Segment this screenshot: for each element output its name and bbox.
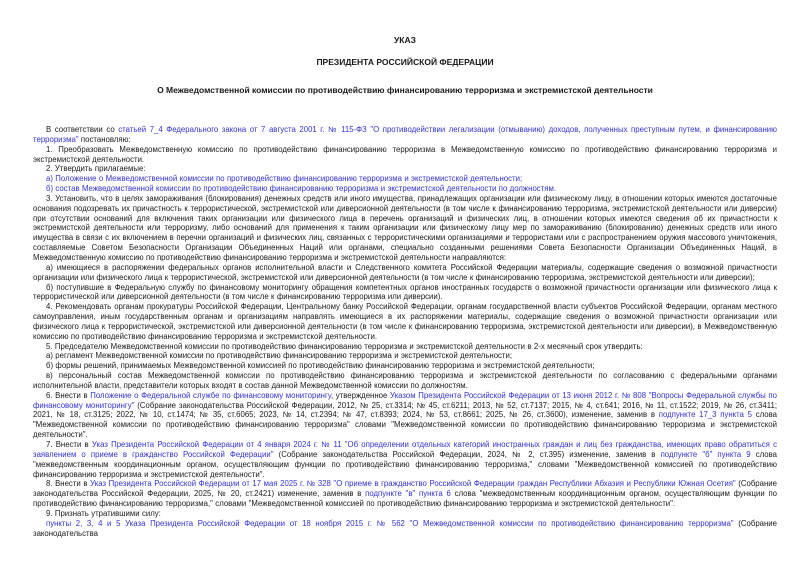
document-link[interactable]: подпункте "в" пункта 6 [365,489,451,499]
paragraph [33,509,777,519]
paragraph [33,302,777,341]
document-link[interactable]: статьей 7_4 Федерального закона от 7 августа 2001 г. № 115-ФЗ "О противодействии легализации (отмыванию) доходов, полученных преступным путем, и финансированию терроризма" [33,125,777,144]
text-run: 5. Председателю Межведомственной комиссии по противодействию финансированию терроризма и экстремистской деятельности в 2-х месячный срок утвердить: [46,341,643,351]
document-link[interactable]: Указом Президента Российской Федерации от 13 июня 2012 г. № 808 "Вопросы Федеральной службы по финансовому мониторингу" [33,390,777,410]
paragraph [33,184,777,194]
document-link[interactable]: подпункте 17_3 пункта 5 [658,410,753,420]
paragraph [33,361,777,371]
paragraph [33,164,777,174]
text-run: в) персональный состав Межведомственной комиссии по противодействию финансированию терроризма и экстремистской деятельности по согласованию с федеральными органами исполнительной власти, представители которых входят в состав данной Межведомственной комиссии по должностям. [33,371,777,390]
text-run: 3. Установить, что в целях замораживания (блокирования) денежных средств или иного имущества, принадлежащих организации или физическому лицу, в отношении которых имеются достаточные основания подозревать их причастность к террористической, экстремистской или диверсионной деятельности (в том числе к финансированию терроризма, экстремистской деятельности или диверсии) при отсутствии оснований для включения таких организации или физического лица в перечень организаций и физических лиц, в отношении которых имеются сведения об их причастности к экстремистской деятельности или терроризму, либо оснований для применения к таким организации или физическому лицу мер по замораживанию (блокированию) денежных средств или иного имущества в связи с их включением в перечни организаций и физических лиц, связанных с террористическими организациями и террористами или с распространением оружия массового уничтожения, составляемые Советом Безопасности Организации Объединенных Наций или органами, специально созданными решениями Совета Безопасности Организации Объединенных Наций, в Межведомственную комиссию по противодействию финансированию терроризма и экстремистской деятельности направляются: [33,193,777,262]
paragraph [33,391,777,440]
document-link[interactable]: б) состав Межведомственной комиссии по противодействию финансированию терроризма и экстремистской деятельности по должностям. [46,184,556,194]
text-run: 9. Признать утратившими силу: [46,508,161,518]
text-run: б) поступившие в Федеральную службу по финансовому мониторингу обращения компетентных органов иностранных государств о возможной причастности организации или физического лица к террористической или диверсионной деятельности (в том числе к финансированию терроризма или диверсии). [33,282,777,302]
document-link[interactable]: Указ Президента Российской Федерации от 4 января 2024 г. № 11 "Об определении отдельных категорий иностранных граждан и лиц без гражданства, имеющих право обратиться с заявлением о приеме в гражданство Российской Федерации" [33,440,777,459]
document-link[interactable]: Положение о Федеральной службе по финансовому мониторингу [90,390,331,400]
document-body [33,125,777,538]
text-run: 2. Утвердить прилагаемые: [46,164,146,174]
text-run: (Собрание законодательства [33,518,777,538]
text-run: 8. Внести в [46,479,91,489]
paragraph [33,479,777,509]
text-run: а) имеющиеся в распоряжении федеральных органов исполнительной власти и Следственного комитета Российской Федерации материалы, содержащие сведения о возможной причастности организации или физического лица к террористической, экстремистской или диверсионной деятельности (в том числе к финансированию терроризма, экстремистской деятельности или диверсии); [33,262,777,282]
document-link[interactable]: пункты 2, 3, 4 и 5 Указа Президента Российской Федерации от 18 ноября 2015 г. № 562 "О Межведомственной комиссии по противодействию финансированию терроризма" [46,518,734,528]
document-type-heading: УКАЗ [394,35,416,45]
text-run: постановляю: [78,134,131,144]
paragraph [33,263,777,283]
text-run: 1. Преобразовать Межведомственную комиссию по противодействию финансированию терроризма в Межведомственную комиссию по противодействию финансированию терроризма и экстремистской деятельности. [33,144,777,164]
paragraph [33,283,777,303]
document-link[interactable]: а) Положение о Межведомственной комиссии по противодействию финансированию терроризма и экстремистской деятельности; [46,174,523,184]
paragraph [33,519,777,539]
document-link[interactable]: Указ Президента Российской Федерации от 17 мая 2025 г. № 328 "О приеме в гражданство Российской Федерации граждан Республики Абхазия и Республики Южная Осетия" [90,479,736,489]
paragraph [33,371,777,391]
text-run: 7. Внести в [46,440,92,449]
paragraph [33,194,777,263]
text-run: (Собрание законодательства Российской Федерации, 2024, № 2, ст.395) изменение, заменив в [273,449,661,459]
document-header [33,36,777,95]
document-title: О Межведомственной комиссии по противодействию финансированию терроризма и экстремистской деятельности [157,85,653,95]
text-run: В соответствии со [46,125,119,134]
paragraph [33,125,777,145]
text-run: (Собрание законодательства Российской Федерации, 2012, № 25, ст.3314; № 45, ст.6211; 2013, № 52, ст.7137; 2015, № 4, ст.641; 2016, № 11, ст.1522; 2019, № 26, ст.3411; 2021, № 18, ст.3125; 2022, № 10, ст.1474; № 35, ст.6065; 2023, № 14, ст.2394; № 47, ст.8393; 2024, № 53, ст.8661; 2025, № 26, ст.3600), изменение, заменив в [33,400,777,420]
paragraph [33,145,777,165]
document-link[interactable]: подпункте "б" пункта 9 [660,449,751,459]
text-run: слова "Межведомственной комиссии по противодействию финансированию терроризма" словами "Межведомственной комиссии по противодействию финансированию терроризма и экстремистской деятельности". [33,410,777,440]
text-run: , утвержденное [330,390,390,400]
paragraph [33,342,777,352]
text-run: слова "межведомственным координационным органом, осуществляющим функции по противодействию финансированию терроризма," словами "Межведомственной комиссией по противодействию финансированию терроризма и экстремистской деятельности". [33,449,777,479]
text-run: а) регламент Межведомственной комиссии по противодействию финансированию терроризма и экстремистской деятельности; [46,351,513,361]
paragraph [33,351,777,361]
paragraph [33,440,777,479]
text-run: (Собрание законодательства Российской Федерации, 2025, № 20, ст.2421) изменение, заменив в [33,479,777,499]
text-run: 6. Внести в [46,390,91,400]
paragraph [33,174,777,184]
text-run: 4. Рекомендовать органам прокуратуры Российской Федерации, Центральному банку Российской Федерации, органам государственной власти субъектов Российской Федерации, органам местного самоуправления, иным государственным органам и организациям направлять имеющиеся в их распоряжении материалы, содержащие сведения о возможной причастности организации или физического лица к террористической, экстремистской или диверсионной деятельности (в том числе к финансированию терроризма, экстремистской деятельности или диверсии), в Межведомственную комиссию по противодействию финансированию терроризма и экстремистской деятельности. [33,302,777,341]
text-run: б) формы решений, принимаемых Межведомственной комиссией по противодействию финансированию терроризма и экстремистской деятельности; [46,361,595,371]
issuing-authority-heading: ПРЕЗИДЕНТА РОССИЙСКОЙ ФЕДЕРАЦИИ [316,57,494,67]
text-run: слова "межведомственным координационным органом, осуществляющим функции по противодействию финансированию терроризма," словами "Межведомственной комиссией по противодействию финансированию терроризма и экстремистской деятельности". [33,489,778,509]
